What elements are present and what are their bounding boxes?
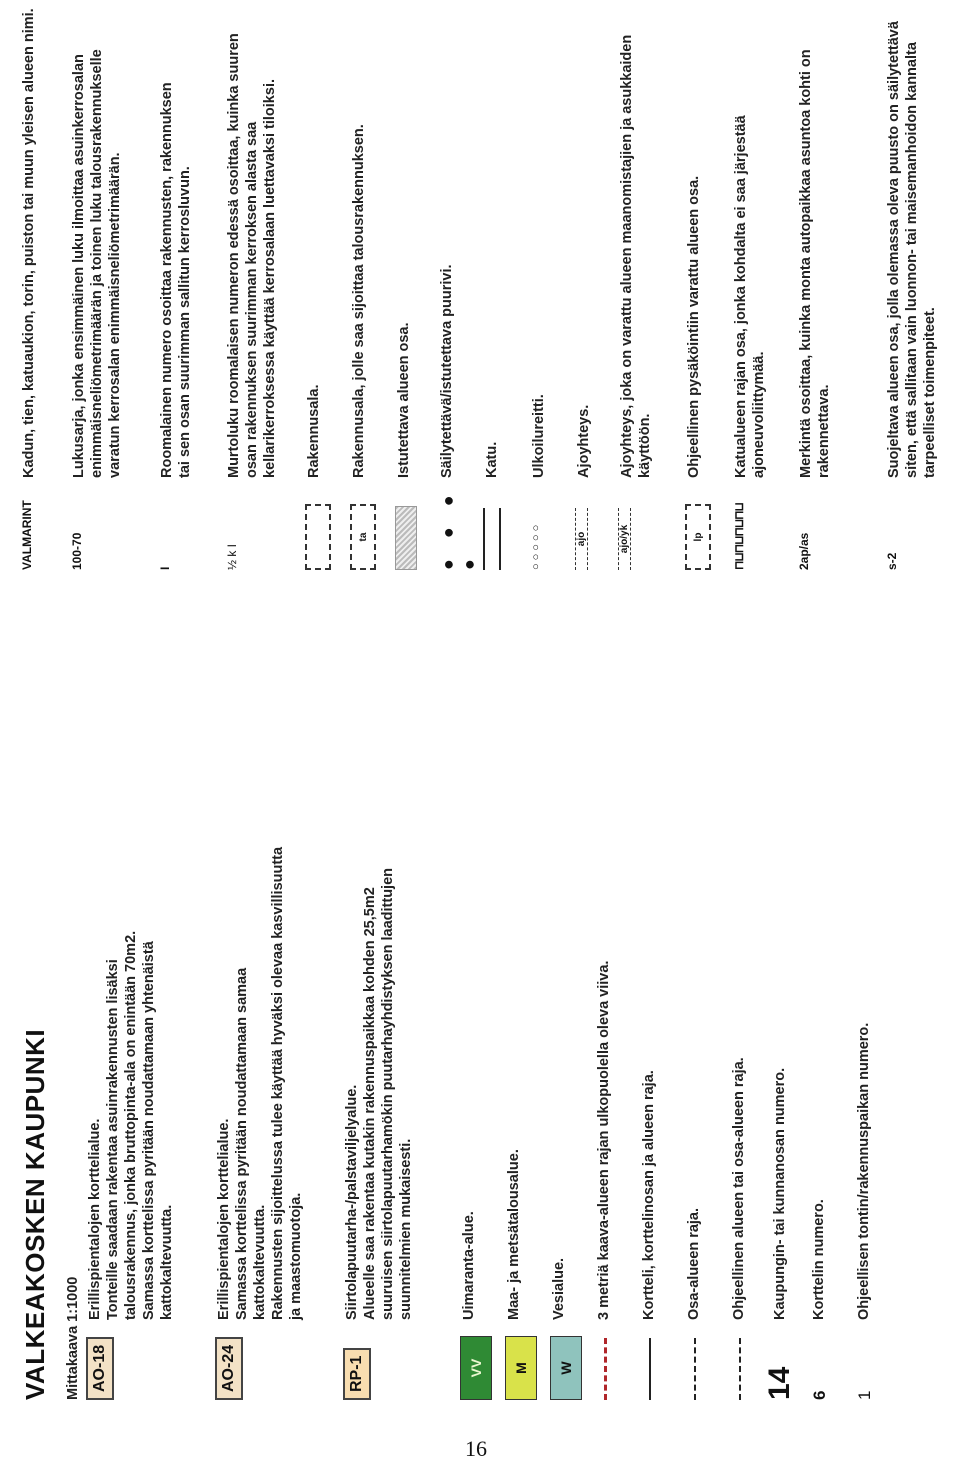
legend-text: Rakennusala, jolle saa sijoittaa talousrakennuksen. <box>351 124 367 478</box>
legend-text: ja maastomuotoja. <box>288 1192 304 1320</box>
legend-item-outdoor-route <box>530 394 548 570</box>
legend-item-shared-driveway <box>618 35 654 570</box>
scale-row <box>64 1277 82 1400</box>
legend-text: Merkintä osoittaa, kuinka monta autopaikkaa asuntoa kohti on <box>798 49 814 478</box>
legend-text: Murtoluku roomalaisen numeron edessä osoittaa, kuinka suuren <box>226 33 242 478</box>
legend-text: käyttöön. <box>637 413 653 478</box>
legend-text: Samassa korttelissa pyritään noudattamaan samaa <box>234 967 250 1320</box>
legend-item-no-access <box>732 115 768 570</box>
legend-item-building-area <box>305 385 331 571</box>
block-number-symbol: 6 <box>810 1390 829 1400</box>
legend-text: Lukusarja, jonka ensimmäinen luku ilmoittaa asuinkerrosalan <box>71 54 87 478</box>
plot-number-symbol: 1 <box>855 1390 874 1400</box>
legend-text: Uimaranta-alue. <box>461 1211 477 1320</box>
legend-text: siten, että sallitaan vain luonnon- tai maisemanhoidon kannalta <box>904 42 920 478</box>
legend-text: Ohjeellinen pysäköintiin varattu alueen osa. <box>686 175 702 478</box>
legend-text: Ohjeellinen alueen tai osa-alueen raja. <box>731 1057 747 1320</box>
legend-item-ao24 <box>215 847 305 1400</box>
red-dashed-line-symbol <box>604 1338 607 1400</box>
scale-text: Mittakaava 1:1000 <box>65 1276 81 1400</box>
legend-text: Samassa korttelissa pyritään noudattamaan yhtenäistä <box>141 941 157 1320</box>
legend-text: Katu. <box>484 441 500 478</box>
document-title: VALKEAKOSKEN KAUPUNKI <box>20 1028 50 1400</box>
symbol-ao18: AO-18 <box>86 1337 114 1400</box>
legend-text: Vesialue. <box>551 1257 567 1320</box>
legend-text: Osa-alueen raja. <box>686 1207 702 1320</box>
legend-text: Korttelin numero. <box>811 1199 827 1320</box>
street-symbol <box>483 508 501 570</box>
legend-text: suuruisen siirtolapuutarhamökin puutarhayhdistyksen laadittujen <box>380 868 396 1320</box>
legend-text: Kadun, tien, katuaukion, torin, puiston tai muun yleisen alueen nimi. <box>21 8 37 478</box>
no-access-symbol: ⊓⊔⊓⊔⊓⊔⊓⊔ <box>732 503 746 570</box>
legend-item-rp1 <box>343 868 415 1400</box>
legend-text: Ohjeellisen tontin/rakennuspaikan numero. <box>856 1022 872 1320</box>
legend-text: enimmäisneliömetrimäärän ja toinen luku talousrakennukselle <box>89 49 105 478</box>
basement-symbol: ½ k I <box>225 543 239 570</box>
outdoor-route-symbol: ○○○○○ <box>530 521 542 570</box>
tree-row-symbol: ● ● ● ● <box>438 487 479 570</box>
legend-item-ao18 <box>86 931 176 1400</box>
legend-item-floor-area <box>70 49 124 570</box>
dashdot-line-symbol <box>694 1338 696 1400</box>
legend-item-plot-number <box>855 1023 875 1400</box>
page-number: 16 <box>465 1436 487 1461</box>
protected-symbol: s-2 <box>885 552 899 570</box>
legend-text: Säilytettävä/istutettava puurivi. <box>439 264 455 478</box>
legend-text: kellarikerroksessa käyttää kerrosalaan luettavaksi tiloiksi. <box>262 79 278 478</box>
legend-text: tai sen osan suurimman sallitun kerrosluvun. <box>177 166 193 478</box>
driveway-symbol: ajo <box>575 508 588 570</box>
district-number-symbol: 14 <box>763 1366 796 1400</box>
legend-text: kattokaltevuutta. <box>159 1204 175 1320</box>
parking-ratio-symbol: 2ap/as <box>797 532 811 570</box>
legend-item-parking <box>685 176 711 570</box>
symbol-ao24: AO-24 <box>215 1337 243 1400</box>
legend-item-street-name <box>20 8 38 570</box>
legend-text: Maa- ja metsätalousalue. <box>506 1149 522 1320</box>
legend-text: Alueelle saa rakentaa kutakin rakennuspaikkaa kohden 25,5m2 <box>362 887 378 1320</box>
legend-text: Rakennusten sijoittelussa tulee käyttää hyväksi olevaa kasvillisuutta <box>270 846 286 1320</box>
legend-text: tarpeelliset toimenpiteet. <box>922 307 938 478</box>
legend-item-indicative-boundary <box>730 1057 748 1400</box>
legend-text: Kaupungin- tai kunnanosan numero. <box>772 1067 788 1320</box>
legend-item-storeys <box>158 82 194 570</box>
shared-driveway-symbol: ajo/yk <box>618 508 631 570</box>
legend-text: ajoneuvoliittymää. <box>751 351 767 478</box>
legend-text: Erillispientalojen korttelialue. <box>216 1118 232 1320</box>
legend-text: Ajoyhteys, joka on varattu alueen maanomistajien ja asukkaiden <box>619 34 635 478</box>
symbol-w-swatch: W <box>550 1336 582 1400</box>
symbol-rp1: RP-1 <box>343 1348 371 1400</box>
legend-text: kattokaltevuutta. <box>252 1204 268 1320</box>
street-name-symbol: VALMARINT <box>20 500 34 570</box>
legend-text: Tonteille saadaan rakentaa asuinrakennusten lisäksi <box>105 959 121 1320</box>
legend-item-w <box>550 1258 582 1400</box>
legend-item-outbuilding-area <box>350 124 376 570</box>
building-area-symbol <box>305 504 331 570</box>
legend-item-tree-row <box>438 264 480 570</box>
legend-text: osan rakennuksen suurimman kerroksen alasta saa <box>244 121 260 478</box>
symbol-m-swatch: M <box>505 1336 537 1400</box>
legend-text: rakennettava. <box>816 384 832 478</box>
legend-item-block-boundary <box>640 1070 658 1400</box>
legend-item-subarea-boundary <box>685 1208 703 1400</box>
legend-text: Roomalainen numero osoittaa rakennusten, rakennuksen <box>159 82 175 478</box>
legend-text: suunnitelmien mukaisesti. <box>398 1138 414 1320</box>
legend-text: Katualueen rajan osa, jonka kohdalta ei saa järjestää <box>733 115 749 478</box>
symbol-vv-swatch: VV <box>460 1336 492 1400</box>
legend-item-vv <box>460 1211 492 1400</box>
legend-item-basement <box>225 33 279 570</box>
legend-item-district-number <box>765 1068 795 1400</box>
legend-text: varatun kerrosalan enimmäisneliömetrimäärän. <box>107 152 123 478</box>
legend-text: Ajoyhteys. <box>576 404 592 478</box>
parking-symbol: lp <box>685 504 711 570</box>
legend-text: Siirtolapuutarha-/palstaviljelyalue. <box>344 1084 360 1320</box>
legend-text: Istutettava alueen osa. <box>396 322 412 478</box>
legend-text: talousrakennus, jonka bruttopinta-ala on enintään 70m2. <box>123 930 139 1320</box>
legend-item-street <box>483 442 501 570</box>
legend-item-3m-line <box>595 961 613 1400</box>
storeys-symbol: I <box>158 566 172 570</box>
legend-text: 3 metriä kaava-alueen rajan ulkopuolella oleva viiva. <box>596 960 612 1320</box>
outbuilding-area-symbol: ta <box>350 504 376 570</box>
legend-item-driveway <box>575 405 593 570</box>
legend-text: Kortteli, korttelinosan ja alueen raja. <box>641 1070 657 1320</box>
legend-item-parking-ratio <box>797 49 833 570</box>
legend-item-planting-area <box>395 322 417 570</box>
legend-item-m <box>505 1149 537 1400</box>
legend-item-protected <box>885 21 939 570</box>
floor-area-symbol: 100-70 <box>70 532 84 570</box>
legend-text: Rakennusala. <box>306 384 322 478</box>
legend-item-block-number <box>810 1199 830 1400</box>
legend-text: Ulkoilureitti. <box>531 394 547 478</box>
legend-text: Suojeltava alueen osa, jolla olemassa oleva puusto on säilytettävä <box>886 21 902 478</box>
solid-line-symbol <box>649 1338 651 1400</box>
dashed-line-symbol <box>739 1338 741 1400</box>
legend-text: Erillispientalojen korttelialue. <box>87 1118 103 1320</box>
planting-area-symbol <box>395 506 417 570</box>
